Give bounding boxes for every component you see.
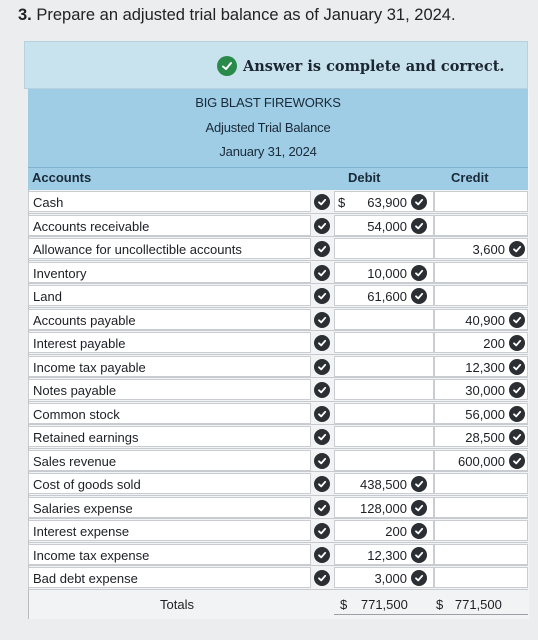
account-check-icon: [314, 523, 330, 539]
debit-value: 10,000: [367, 265, 407, 281]
debit-value: 438,500: [360, 477, 407, 492]
debit-value: 3,000: [374, 571, 407, 586]
table-row: [28, 543, 528, 567]
credit-check-icon: [509, 406, 525, 422]
account-check-icon: [314, 429, 330, 445]
credit-input[interactable]: [434, 520, 528, 541]
table-row: [28, 237, 528, 261]
debit-input[interactable]: [334, 567, 434, 588]
credit-value: 600,000: [458, 453, 505, 469]
table-row: [28, 496, 528, 520]
account-input[interactable]: [28, 379, 311, 400]
credit-input[interactable]: [434, 473, 528, 494]
question-prompt: Prepare an adjusted trial balance as of January 31, 2024.: [36, 6, 456, 24]
account-name: Cash: [33, 195, 64, 210]
debit-check-icon: [411, 265, 427, 281]
account-check-icon: [314, 570, 330, 586]
credit-check-icon: [509, 453, 525, 469]
company-name: BIG BLAST FIREWORKS: [195, 95, 341, 110]
credit-header: Credit: [451, 170, 489, 185]
debit-check-icon: [411, 218, 427, 234]
account-input[interactable]: [28, 426, 311, 447]
table-row: [28, 284, 528, 308]
debit-check-icon: [411, 523, 427, 539]
question-number: 3.: [18, 6, 32, 24]
credit-input[interactable]: [434, 332, 528, 353]
account-input[interactable]: [28, 567, 311, 588]
account-check-icon: [314, 288, 330, 304]
debit-input[interactable]: [334, 497, 434, 518]
account-input[interactable]: [28, 544, 311, 565]
debit-input[interactable]: [334, 238, 434, 259]
credit-check-icon: [509, 241, 525, 257]
table-row: [28, 261, 528, 285]
debit-header: Debit: [348, 170, 381, 185]
credit-input[interactable]: [434, 426, 528, 447]
account-check-icon: [314, 312, 330, 328]
account-input[interactable]: [28, 238, 311, 259]
debit-input[interactable]: [334, 473, 434, 494]
account-name: Accounts receivable: [33, 218, 150, 234]
account-input[interactable]: [28, 285, 311, 306]
credit-check-icon: [509, 335, 525, 351]
question-text: [18, 6, 456, 25]
account-name: Allowance for uncollectible accounts: [33, 242, 242, 257]
credit-input[interactable]: [434, 191, 528, 212]
totals-credit-dollar: $: [436, 597, 444, 612]
account-name: Common stock: [33, 406, 120, 422]
debit-input[interactable]: [334, 332, 434, 353]
account-input[interactable]: [28, 520, 311, 541]
account-check-icon: [314, 335, 330, 351]
account-check-icon: [314, 359, 330, 375]
debit-input[interactable]: [334, 191, 434, 212]
debit-check-icon: [411, 547, 427, 563]
table-row: [28, 308, 528, 332]
account-name: Bad debt expense: [33, 571, 138, 586]
credit-input[interactable]: [434, 403, 528, 424]
account-name: Income tax payable: [33, 359, 146, 375]
account-input[interactable]: [28, 332, 311, 353]
debit-input[interactable]: [334, 544, 434, 565]
table-row: [28, 472, 528, 496]
report-title: Adjusted Trial Balance: [205, 120, 331, 135]
table-row: [28, 425, 528, 449]
account-check-icon: [314, 194, 330, 210]
account-input[interactable]: [28, 497, 311, 518]
debit-input[interactable]: [334, 379, 434, 400]
account-input[interactable]: [28, 191, 311, 212]
credit-input[interactable]: [434, 215, 528, 236]
debit-input[interactable]: [334, 403, 434, 424]
totals-debit-value: 771,500: [360, 597, 408, 612]
report-date: January 31, 2024: [219, 144, 317, 159]
debit-input[interactable]: [334, 262, 434, 283]
check-circle-icon: [217, 56, 237, 76]
table-row: [28, 190, 528, 214]
totals-label: Totals: [160, 597, 194, 612]
credit-input[interactable]: [434, 262, 528, 283]
totals-debit-dollar: $: [340, 597, 348, 612]
debit-value: 128,000: [360, 500, 407, 516]
table-row: [28, 566, 528, 590]
debit-value: 54,000: [367, 218, 407, 234]
account-check-icon: [314, 218, 330, 234]
account-check-icon: [314, 453, 330, 469]
credit-value: 200: [483, 336, 505, 351]
debit-input[interactable]: [334, 309, 434, 330]
debit-value: 12,300: [367, 547, 407, 563]
credit-value: 30,000: [465, 383, 505, 398]
table-row: [28, 355, 528, 379]
feedback-message: [217, 56, 504, 76]
account-input[interactable]: [28, 473, 311, 494]
credit-value: 56,000: [465, 406, 505, 422]
credit-value: 40,900: [465, 312, 505, 328]
account-check-icon: [314, 241, 330, 257]
totals-divider: [334, 614, 528, 615]
debit-input[interactable]: [334, 215, 434, 236]
debit-check-icon: [411, 476, 427, 492]
account-name: Income tax expense: [33, 547, 150, 563]
account-name: Accounts payable: [33, 312, 136, 328]
account-name: Cost of goods sold: [33, 477, 141, 492]
credit-input[interactable]: [434, 544, 528, 565]
account-check-icon: [314, 500, 330, 516]
account-check-icon: [314, 382, 330, 398]
debit-check-icon: [411, 500, 427, 516]
account-name: Retained earnings: [33, 430, 139, 445]
accounts-header: Accounts: [32, 170, 92, 185]
debit-input[interactable]: [334, 520, 434, 541]
debit-value: 200: [385, 524, 407, 539]
table-row: [28, 402, 528, 426]
credit-check-icon: [509, 382, 525, 398]
debit-input[interactable]: [334, 285, 434, 306]
debit-check-icon: [411, 570, 427, 586]
totals-credit: [436, 597, 502, 612]
account-name: Land: [33, 289, 62, 304]
account-name: Notes payable: [33, 383, 117, 398]
table-row: [28, 331, 528, 355]
debit-input[interactable]: [334, 356, 434, 377]
debit-input[interactable]: [334, 450, 434, 471]
account-check-icon: [314, 265, 330, 281]
account-input[interactable]: [28, 309, 311, 330]
table-row: [28, 378, 528, 402]
credit-input[interactable]: [434, 356, 528, 377]
credit-input[interactable]: [434, 497, 528, 518]
account-input[interactable]: [28, 403, 311, 424]
account-input[interactable]: [28, 450, 311, 471]
column-headers: [28, 167, 528, 190]
credit-input[interactable]: [434, 285, 528, 306]
debit-value: 63,900: [367, 195, 407, 210]
totals-credit-value: 771,500: [454, 597, 502, 612]
account-input[interactable]: [28, 215, 311, 236]
debit-dollar: $: [338, 195, 346, 210]
debit-value: 61,600: [367, 289, 407, 304]
credit-input[interactable]: [434, 567, 528, 588]
account-name: Interest expense: [33, 524, 130, 539]
table-row: [28, 519, 528, 543]
debit-check-icon: [411, 288, 427, 304]
credit-value: 12,300: [465, 359, 505, 375]
account-name: Interest payable: [33, 336, 126, 351]
account-name: Sales revenue: [33, 453, 117, 469]
credit-check-icon: [509, 312, 525, 328]
credit-check-icon: [509, 359, 525, 375]
account-input[interactable]: [28, 262, 311, 283]
table-row: [28, 214, 528, 238]
credit-input[interactable]: [434, 450, 528, 471]
account-input[interactable]: [28, 356, 311, 377]
account-check-icon: [314, 547, 330, 563]
debit-input[interactable]: [334, 426, 434, 447]
credit-input[interactable]: [434, 309, 528, 330]
credit-value: 3,600: [472, 242, 505, 257]
account-check-icon: [314, 476, 330, 492]
credit-input[interactable]: [434, 238, 528, 259]
account-check-icon: [314, 406, 330, 422]
table-row: [28, 449, 528, 473]
totals-debit: [340, 597, 408, 612]
credit-input[interactable]: [434, 379, 528, 400]
debit-check-icon: [411, 194, 427, 210]
feedback-text: Answer is complete and correct.: [243, 57, 505, 75]
credit-check-icon: [509, 429, 525, 445]
account-name: Salaries expense: [33, 500, 133, 516]
table-header: [28, 89, 528, 167]
feedback-banner: [24, 41, 528, 89]
account-name: Inventory: [33, 265, 87, 281]
credit-value: 28,500: [465, 430, 505, 445]
